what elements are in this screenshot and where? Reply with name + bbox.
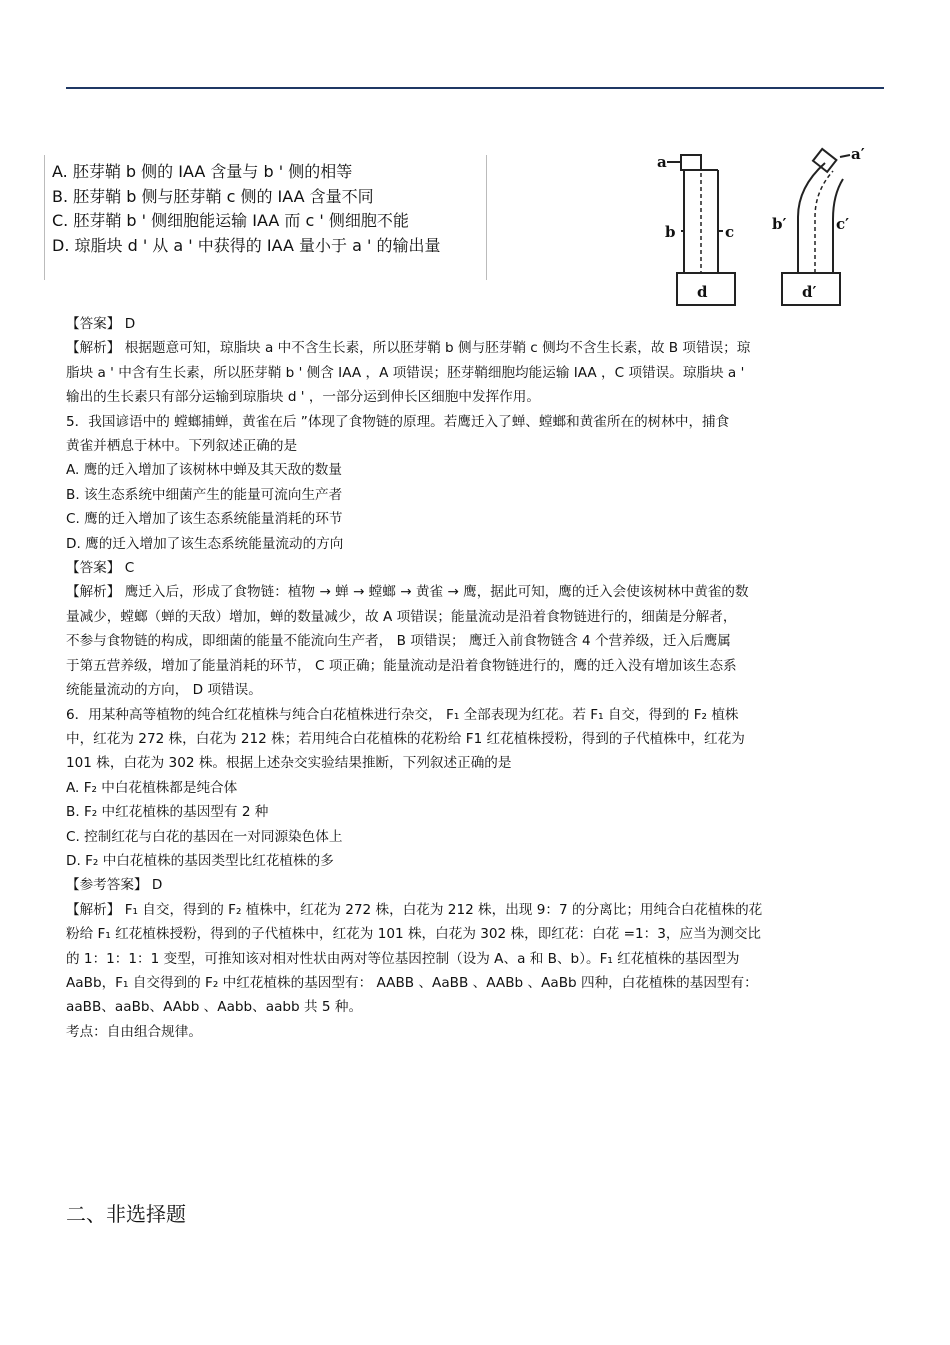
text-line: 中，红花为 272 株，白花为 212 株；若用纯合白花植株的花粉给 F1 红花植株授粉，得到的子代植株中，红花为 bbox=[66, 730, 745, 747]
label-d: d bbox=[697, 283, 708, 301]
text-line: B. F₂ 中红花植株的基因型有 2 种 bbox=[66, 804, 269, 821]
text-line: 101 株，白花为 302 株。根据上述杂交实验结果推断，下列叙述正确的是 bbox=[66, 755, 512, 772]
text-line: D. F₂ 中白花植株的基因类型比红花植株的多 bbox=[66, 852, 334, 869]
option-c: C. 胚芽鞘 b ' 侧细胞能运输 IAA 而 c ' 侧细胞不能 bbox=[52, 211, 409, 230]
text-line: 黄雀并栖息于林中。下列叙述正确的是 bbox=[66, 438, 298, 455]
text-line: A. 鹰的迁入增加了该树林中蝉及其天敌的数量 bbox=[66, 462, 342, 479]
option-b: B. 胚芽鞘 b 侧与胚芽鞘 c 侧的 IAA 含量不同 bbox=[52, 186, 374, 206]
text-line: 考点：自由组合规律。 bbox=[66, 1023, 202, 1040]
text-line: 【答案】 C bbox=[66, 560, 135, 577]
text-line: A. F₂ 中白花植株都是纯合体 bbox=[66, 779, 238, 796]
text-line: 6．用某种高等植物的纯合红花植株与纯合白花植株进行杂交， F₁ 全部表现为红花。若 F₁ 自交，得到的 F₂ 植株 bbox=[66, 706, 739, 723]
label-d-prime: d′ bbox=[802, 283, 817, 301]
label-a-prime: a′ bbox=[851, 145, 865, 163]
text-line: C. 鹰的迁入增加了该生态系统能量消耗的环节 bbox=[66, 511, 343, 528]
text-line: D. 鹰的迁入增加了该生态系统能量流动的方向 bbox=[66, 535, 344, 552]
text-line: 不参与食物链的构成，即细菌的能量不能流向生产者， B 项错误； 鹰迁入前食物链含 4 个营养级，迁入后鹰属 bbox=[66, 633, 731, 650]
text-line: aaBB、aaBb、AAbb 、Aabb、aabb 共 5 种。 bbox=[66, 999, 363, 1016]
option-a: A. 胚芽鞘 b 侧的 IAA 含量与 b ' 侧的相等 bbox=[52, 162, 353, 181]
text-line: 统能量流动的方向， D 项错误。 bbox=[66, 682, 262, 699]
text-line: 输出的生长素只有部分运输到琼脂块 d ' ，一部分运到伸长区细胞中发挥作用。 bbox=[66, 389, 540, 406]
agar-block-a bbox=[681, 155, 701, 170]
text-line: 脂块 a ' 中含有生长素，所以胚芽鞘 b ' 侧含 IAA ，A 项错误；胚芽鞘细胞均能运输 IAA ，C 项错误。琼脂块 a ' bbox=[66, 364, 745, 381]
label-c-prime: c′ bbox=[836, 215, 850, 233]
header-rule bbox=[66, 87, 884, 89]
text-line: 【解析】 根据题意可知，琼脂块 a 中不含生长素，所以胚芽鞘 b 侧与胚芽鞘 c 侧均不含生长素，故 B 项错误；琼 bbox=[66, 340, 751, 357]
text-line: 粉给 F₁ 红花植株授粉，得到的子代植株中，红花为 101 株，白花为 302 株，即红花：白花 =1：3，应当为测交比 bbox=[66, 926, 762, 943]
text-line: 【解析】 鹰迁入后，形成了食物链：植物 → 蝉 → 螳螂 → 黄雀 → 鹰，据此可知，鹰的迁入会使该树林中黄雀的数 bbox=[66, 584, 749, 601]
text-line: 5．我国谚语中的 螳螂捕蝉，黄雀在后 ”体现了食物链的原理。若鹰迁入了蝉、螳螂和黄雀所在的树林中，捕食 bbox=[66, 413, 730, 430]
option-box-right-border bbox=[486, 155, 487, 280]
text-line: 的 1：1：1：1 变型，可推知该对相对性状由两对等位基因控制（设为 A、a 和 B、b）。F₁ 红花植株的基因型为 bbox=[66, 950, 740, 967]
text-line: B. 该生态系统中细菌产生的能量可流向生产者 bbox=[66, 486, 343, 503]
label-a: a bbox=[657, 153, 667, 171]
coleoptile-figure bbox=[655, 145, 885, 310]
text-line: 量减少，螳螂（蝉的天敌）增加，蝉的数量减少，故 A 项错误；能量流动是沿着食物链进行的，细菌是分解者， bbox=[66, 608, 737, 625]
question-4-options bbox=[52, 160, 472, 258]
section-heading: 二、非选择题 bbox=[66, 1202, 186, 1226]
label-c: c bbox=[725, 223, 735, 241]
agar-block-a-prime bbox=[813, 149, 836, 172]
document-body bbox=[66, 312, 886, 1044]
text-line: AaBb，F₁ 自交得到的 F₂ 中红花植株的基因型有： AABB 、AaBB 、AABb 、AaBb 四种，白花植株的基因型有： bbox=[66, 974, 758, 991]
label-b: b bbox=[665, 223, 676, 241]
text-line: 【答案】 D bbox=[66, 316, 136, 332]
option-d: D. 琼脂块 d ' 从 a ' 中获得的 IAA 量小于 a ' 的输出量 bbox=[52, 235, 441, 255]
text-line: 于第五营养级，增加了能量消耗的环节， C 项正确；能量流动是沿着食物链进行的，鹰的迁入没有增加该生态系 bbox=[66, 657, 737, 674]
text-line: 【参考答案】 D bbox=[66, 877, 163, 894]
option-box-left-border bbox=[44, 155, 45, 280]
text-line: C. 控制红花与白花的基因在一对同源染色体上 bbox=[66, 828, 343, 845]
label-b-prime: b′ bbox=[772, 215, 787, 233]
text-line: 【解析】 F₁ 自交，得到的 F₂ 植株中，红花为 272 株，白花为 212 株，出现 9：7 的分离比；用纯合白花植株的花 bbox=[66, 901, 763, 918]
